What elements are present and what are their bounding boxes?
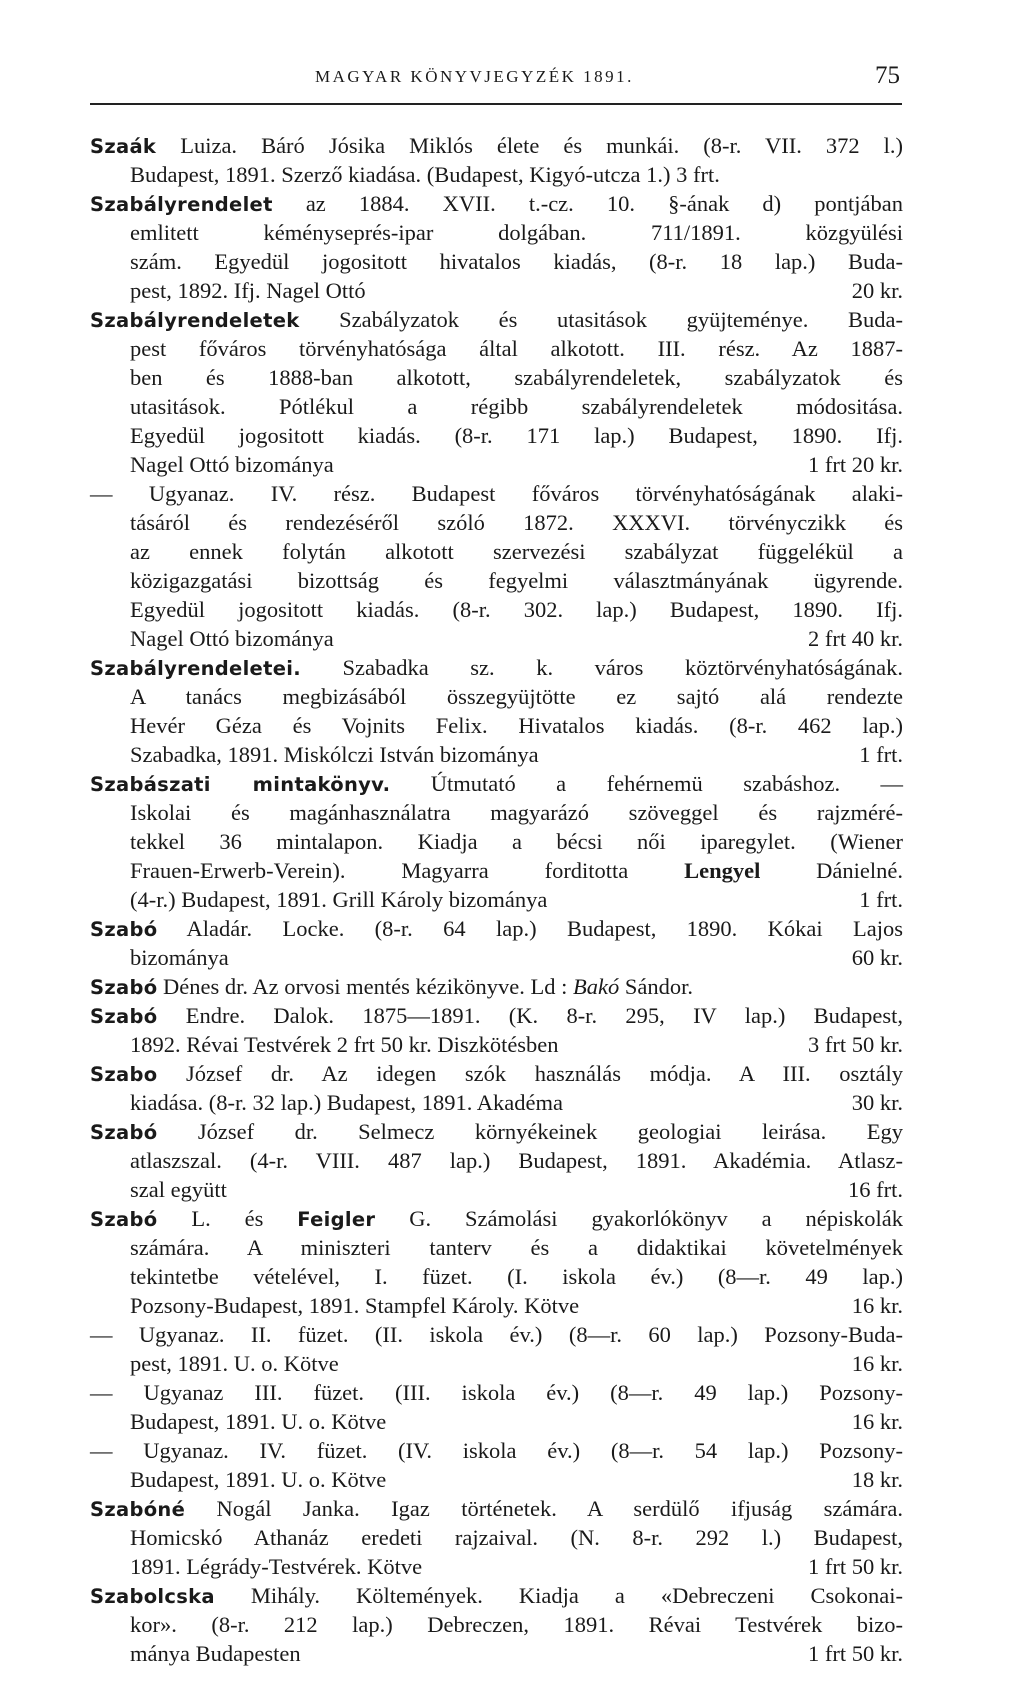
text-line bbox=[90, 653, 903, 682]
line-text: atlaszszal. (4-r. VIII. 487 lap.) Budapest, 1891. Akadémia. Atlasz- bbox=[130, 1148, 903, 1173]
line-text: Budapest, 1891. U. o. Kötve bbox=[130, 1467, 387, 1492]
line-text: Hevér Géza és Vojnits Felix. Hivatalos kiadás. (8-r. 462 lap.) bbox=[130, 713, 903, 738]
price: 16 kr. bbox=[851, 1293, 903, 1318]
text-line bbox=[130, 711, 903, 740]
entry-headword: Szabászati mintakönyv. bbox=[90, 773, 391, 796]
line-text: pest, 1892. Ifj. Nagel Ottó bbox=[130, 278, 366, 303]
line-text: tásáról és rendezéséről szóló 1872. XXXVI. törvényczikk és bbox=[130, 510, 903, 535]
text-line bbox=[130, 247, 903, 276]
text-line bbox=[130, 1523, 903, 1552]
text-line bbox=[130, 1610, 903, 1639]
text-line bbox=[130, 1262, 903, 1291]
text-line bbox=[130, 537, 903, 566]
price: 20 kr. bbox=[851, 278, 903, 303]
line-text: számára. A miniszteri tanterv és a didaktikai követelmények bbox=[130, 1235, 903, 1260]
text-line bbox=[90, 1581, 903, 1610]
line-text: Dénes dr. Az orvosi mentés kézikönyve. Ld : bbox=[157, 974, 573, 999]
line-text: az ennek folytán alkotott szervezési szabályzat függelékül a bbox=[130, 539, 903, 564]
price: 2 frt 40 kr. bbox=[808, 626, 903, 651]
text-line bbox=[130, 508, 903, 537]
text-line bbox=[90, 1436, 903, 1465]
line-text: G. Számolási gyakorlókönyv a népiskolák bbox=[375, 1206, 903, 1231]
line-description bbox=[130, 1291, 579, 1320]
line-text: utasitások. Pótlékul a régibb szabályrendeletek módositása. bbox=[130, 394, 903, 419]
text-line bbox=[130, 218, 903, 247]
line-text: pest, 1891. U. o. Kötve bbox=[130, 1351, 339, 1376]
entry-headword: Szabolcska bbox=[90, 1585, 215, 1608]
text-line bbox=[130, 160, 903, 189]
line-description bbox=[130, 450, 334, 479]
text-line bbox=[130, 1233, 903, 1262]
line-description bbox=[130, 943, 229, 972]
line-text: Dánielné. bbox=[760, 858, 903, 883]
entry-headword: Szaák bbox=[90, 135, 157, 158]
line-text: az 1884. XVII. t.-cz. 10. §-ának d) pontjában bbox=[272, 191, 903, 216]
entry-headword: Szabó bbox=[90, 1121, 158, 1144]
line-text: József dr. Selmecz környékeinek geologiai leirása. Egy bbox=[157, 1119, 903, 1144]
line-description bbox=[130, 1030, 559, 1059]
text-line bbox=[130, 595, 903, 624]
text-line bbox=[130, 566, 903, 595]
price: 3 frt 50 kr. bbox=[808, 1032, 903, 1057]
entry-headword: Szabályrendeletei. bbox=[90, 657, 301, 680]
line-description bbox=[130, 1175, 227, 1204]
text-line bbox=[90, 1059, 903, 1088]
entry-headword: Szabó bbox=[90, 918, 158, 941]
text-line bbox=[90, 1494, 903, 1523]
line-text: A tanács megbizásából összegyüjtötte ez sajtó alá rendezte bbox=[130, 684, 903, 709]
text-line bbox=[130, 363, 903, 392]
line-text: — Ugyanaz. II. füzet. (II. iskola év.) (8—r. 60 lap.) Pozsony-Buda- bbox=[90, 1322, 903, 1347]
entry-headword: Feigler bbox=[297, 1208, 376, 1231]
line-text: Aladár. Locke. (8-r. 64 lap.) Budapest, 1890. Kókai Lajos bbox=[157, 916, 903, 941]
text-line bbox=[90, 1117, 903, 1146]
price: 1 frt 20 kr. bbox=[808, 452, 903, 477]
price: 16 frt. bbox=[848, 1177, 903, 1202]
text-line bbox=[130, 334, 903, 363]
price: 18 kr. bbox=[851, 1467, 903, 1492]
price: 1 frt 50 kr. bbox=[808, 1641, 903, 1666]
text-line bbox=[130, 1639, 903, 1668]
page-number: 75 bbox=[875, 62, 900, 89]
line-text: Szabadka, 1891. Miskólczi István bizománya bbox=[130, 742, 539, 767]
line-text: Budapest, 1891. U. o. Kötve bbox=[130, 1409, 387, 1434]
line-text: Szabályzatok és utasitások gyüjteménye. Buda- bbox=[299, 307, 903, 332]
text-line bbox=[130, 1552, 903, 1581]
text-line bbox=[90, 769, 903, 798]
text-line bbox=[130, 856, 903, 885]
line-text: Nagel Ottó bizománya bbox=[130, 626, 334, 651]
line-text: Útmutató a fehérnemü szabáshoz. — bbox=[390, 771, 903, 796]
line-text: Homicskó Athanáz eredeti rajzaival. (N. 8-r. 292 l.) Budapest, bbox=[130, 1525, 903, 1550]
line-text: Nagel Ottó bizománya bbox=[130, 452, 334, 477]
line-text: L. és bbox=[157, 1206, 298, 1231]
price: 16 kr. bbox=[851, 1409, 903, 1434]
line-text: 1892. Révai Testvérek 2 frt 50 kr. Diszkötésben bbox=[130, 1032, 559, 1057]
line-text: szám. Egyedül jogositott hivatalos kiadás, (8-r. 18 lap.) Buda- bbox=[130, 249, 903, 274]
text-line bbox=[90, 1204, 903, 1233]
text-line bbox=[130, 1291, 903, 1320]
text-line bbox=[90, 189, 903, 218]
line-text: mánya Budapesten bbox=[130, 1641, 301, 1666]
price: 60 kr. bbox=[851, 945, 903, 970]
price: 16 kr. bbox=[851, 1351, 903, 1376]
line-text: kor». (8-r. 212 lap.) Debreczen, 1891. Révai Testvérek bizo- bbox=[130, 1612, 903, 1637]
text-line bbox=[130, 624, 903, 653]
line-text: szal együtt bbox=[130, 1177, 227, 1202]
entry-headword: Szabó bbox=[90, 976, 158, 999]
text-line bbox=[130, 740, 903, 769]
line-text: Luiza. Báró Jósika Miklós élete és munkái. (8-r. VII. 372 l.) bbox=[156, 133, 903, 158]
line-description bbox=[130, 740, 539, 769]
line-text: Sándor. bbox=[619, 974, 693, 999]
line-description bbox=[130, 1639, 301, 1668]
entry-headword: Szabályrendeletek bbox=[90, 309, 300, 332]
text-line bbox=[130, 798, 903, 827]
line-description bbox=[130, 1552, 422, 1581]
page-header bbox=[90, 62, 900, 102]
text-line bbox=[130, 1146, 903, 1175]
text-line bbox=[130, 1030, 903, 1059]
line-text: Iskolai és magánhasználatra magyarázó szöveggel és rajzméré- bbox=[130, 800, 903, 825]
line-description bbox=[130, 1349, 339, 1378]
entry-headword: Szabó bbox=[90, 1005, 158, 1028]
price: 1 frt. bbox=[859, 742, 903, 767]
line-text: Mihály. Költemények. Kiadja a «Debreczeni Csokonai- bbox=[214, 1583, 903, 1608]
price: 1 frt. bbox=[859, 887, 903, 912]
line-text: — Ugyanaz. IV. rész. Budapest főváros törvényhatóságának alaki- bbox=[90, 481, 903, 506]
text-line bbox=[130, 1088, 903, 1117]
text-line bbox=[130, 1175, 903, 1204]
line-text: Endre. Dalok. 1875—1891. (K. 8-r. 295, IV lap.) Budapest, bbox=[157, 1003, 903, 1028]
line-text: József dr. Az idegen szók használás módja. A III. osztály bbox=[157, 1061, 903, 1086]
line-text: Budapest, 1891. Szerző kiadása. (Budapest, Kigyó-utcza 1.) 3 frt. bbox=[130, 162, 720, 187]
line-text: Pozsony-Budapest, 1891. Stampfel Károly. Kötve bbox=[130, 1293, 580, 1318]
text-line bbox=[90, 1320, 903, 1349]
entry-headword: Szabályrendelet bbox=[90, 193, 273, 216]
line-text: (4-r.) Budapest, 1891. Grill Károly bizománya bbox=[130, 887, 548, 912]
line-text: — Ugyanaz. IV. füzet. (IV. iskola év.) (8—r. 54 lap.) Pozsony- bbox=[90, 1438, 903, 1463]
text-line bbox=[130, 682, 903, 711]
entry-headword: Szabó bbox=[90, 1208, 158, 1231]
price: 30 kr. bbox=[851, 1090, 903, 1115]
line-text: Szabadka sz. k. város köztörvényhatóságának. bbox=[300, 655, 903, 680]
entry-headword: Szabóné bbox=[90, 1498, 186, 1521]
line-text: Frauen-Erwerb-Verein). Magyarra forditotta bbox=[130, 858, 685, 883]
line-description bbox=[130, 885, 547, 914]
text-line bbox=[130, 276, 903, 305]
text-line bbox=[130, 885, 903, 914]
text-line bbox=[90, 914, 903, 943]
text-line bbox=[130, 421, 903, 450]
line-text: kiadása. (8-r. 32 lap.) Budapest, 1891. Akadéma bbox=[130, 1090, 564, 1115]
text-line bbox=[90, 1001, 903, 1030]
line-text: Egyedül jogositott kiadás. (8-r. 302. lap.) Budapest, 1890. Ifj. bbox=[130, 597, 903, 622]
text-line bbox=[90, 1378, 903, 1407]
line-text: — Ugyanaz III. füzet. (III. iskola év.) (8—r. 49 lap.) Pozsony- bbox=[90, 1380, 903, 1405]
text-line bbox=[90, 972, 903, 1001]
line-description bbox=[130, 276, 366, 305]
text-line bbox=[90, 131, 903, 160]
line-text: ben és 1888-ban alkotott, szabályrendeletek, szabályzatok és bbox=[130, 365, 903, 390]
line-description bbox=[130, 1088, 563, 1117]
entry-headword: Szabo bbox=[90, 1063, 158, 1086]
text-line bbox=[90, 479, 903, 508]
header-rule bbox=[90, 103, 902, 105]
price: 1 frt 50 kr. bbox=[808, 1554, 903, 1579]
line-description bbox=[130, 1465, 386, 1494]
line-description bbox=[130, 624, 334, 653]
italic-reference: Bakó bbox=[572, 974, 620, 999]
line-text: pest főváros törvényhatósága által alkotott. III. rész. Az 1887- bbox=[130, 336, 903, 361]
text-line bbox=[130, 943, 903, 972]
line-text: közigazgatási bizottság és fegyelmi választmányának ügyrende. bbox=[130, 568, 903, 593]
line-text: tekintetbe vételével, I. füzet. (I. iskola év.) (8—r. 49 lap.) bbox=[130, 1264, 903, 1289]
text-line bbox=[130, 1465, 903, 1494]
line-text: bizománya bbox=[130, 945, 229, 970]
line-text: Nogál Janka. Igaz történetek. A serdülő ifjuság számára. bbox=[185, 1496, 903, 1521]
text-line bbox=[130, 827, 903, 856]
line-text: 1891. Légrády-Testvérek. Kötve bbox=[130, 1554, 423, 1579]
text-line bbox=[130, 450, 903, 479]
line-text: tekkel 36 mintalapon. Kiadja a bécsi női iparegylet. (Wiener bbox=[130, 829, 903, 854]
running-title: MAGYAR KÖNYVJEGYZÉK 1891. bbox=[315, 67, 634, 86]
line-text: Egyedül jogositott kiadás. (8-r. 171 lap.) Budapest, 1890. Ifj. bbox=[130, 423, 903, 448]
line-text: emlitett kéményseprés-ipar dolgában. 711/1891. közgyülési bbox=[130, 220, 903, 245]
name-emphasis: Lengyel bbox=[684, 858, 761, 883]
text-line bbox=[130, 1349, 903, 1378]
text-line bbox=[90, 305, 903, 334]
line-description bbox=[130, 1407, 386, 1436]
text-line bbox=[130, 1407, 903, 1436]
text-line bbox=[130, 392, 903, 421]
